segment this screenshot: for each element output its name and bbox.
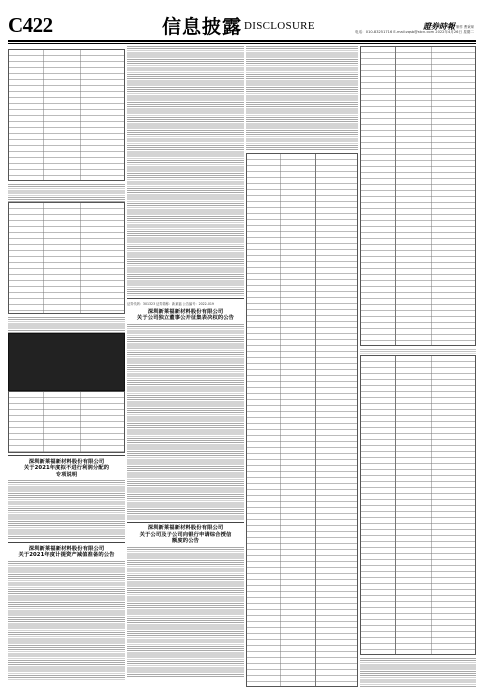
- text-block: [8, 184, 125, 202]
- page-header: [0, 0, 484, 40]
- financial-table-3: [8, 333, 125, 391]
- announcement-headline: 深圳新莱福新材料股份有限公司 关于2021年度计提资产减值准备的公告: [18, 545, 115, 559]
- header-contact: [355, 30, 474, 35]
- financial-table-6: [360, 46, 476, 346]
- text-block: [8, 480, 125, 540]
- financial-table-5: [246, 153, 358, 687]
- header-rule-thin: [8, 43, 476, 44]
- text-block: [127, 324, 244, 520]
- column-a: [8, 46, 125, 692]
- text-block: [246, 46, 358, 150]
- financial-table-1: [8, 49, 125, 181]
- financial-table-7: [360, 355, 476, 655]
- announcement-headline: 深圳新莱福新材料股份有限公司 关于2021年度拟不进行利润分配的 专项说明: [23, 458, 110, 478]
- header-contact-line: 电话：010-83251716 E-mail:zqsb@stcn.com: [355, 30, 435, 34]
- text-block: [360, 658, 476, 688]
- masthead-logo: 證券時報: [423, 21, 455, 31]
- header-editor: 制作 曹秉琛: [455, 25, 474, 29]
- column-c: [246, 46, 358, 692]
- header-date: 2022年4月26日 星期二: [435, 30, 474, 34]
- text-block: [127, 46, 244, 296]
- page-code: C422: [8, 13, 53, 37]
- header-rule: [8, 40, 476, 42]
- text-block: [8, 561, 125, 681]
- column-d: [360, 46, 476, 692]
- text-block: [127, 547, 244, 677]
- section-title-en: DISCLOSURE: [244, 20, 315, 32]
- financial-table-4: [8, 391, 125, 453]
- section-title-cn: 信息披露: [162, 16, 243, 38]
- text-block: [8, 317, 125, 333]
- announcement-code: 证券代码：301323 证券简称：新莱福 公告编号：2022-019: [127, 301, 214, 306]
- text-block: [360, 349, 476, 355]
- financial-table-2: [8, 202, 125, 314]
- announcement-headline: 深圳新莱福新材料股份有限公司 关于公司独立董事公开征集表决权的公告: [136, 308, 235, 322]
- column-b: [127, 46, 244, 692]
- announcement-headline: 深圳新莱福新材料股份有限公司 关于公司及子公司向银行申请综合授信 额度的公告: [139, 525, 232, 545]
